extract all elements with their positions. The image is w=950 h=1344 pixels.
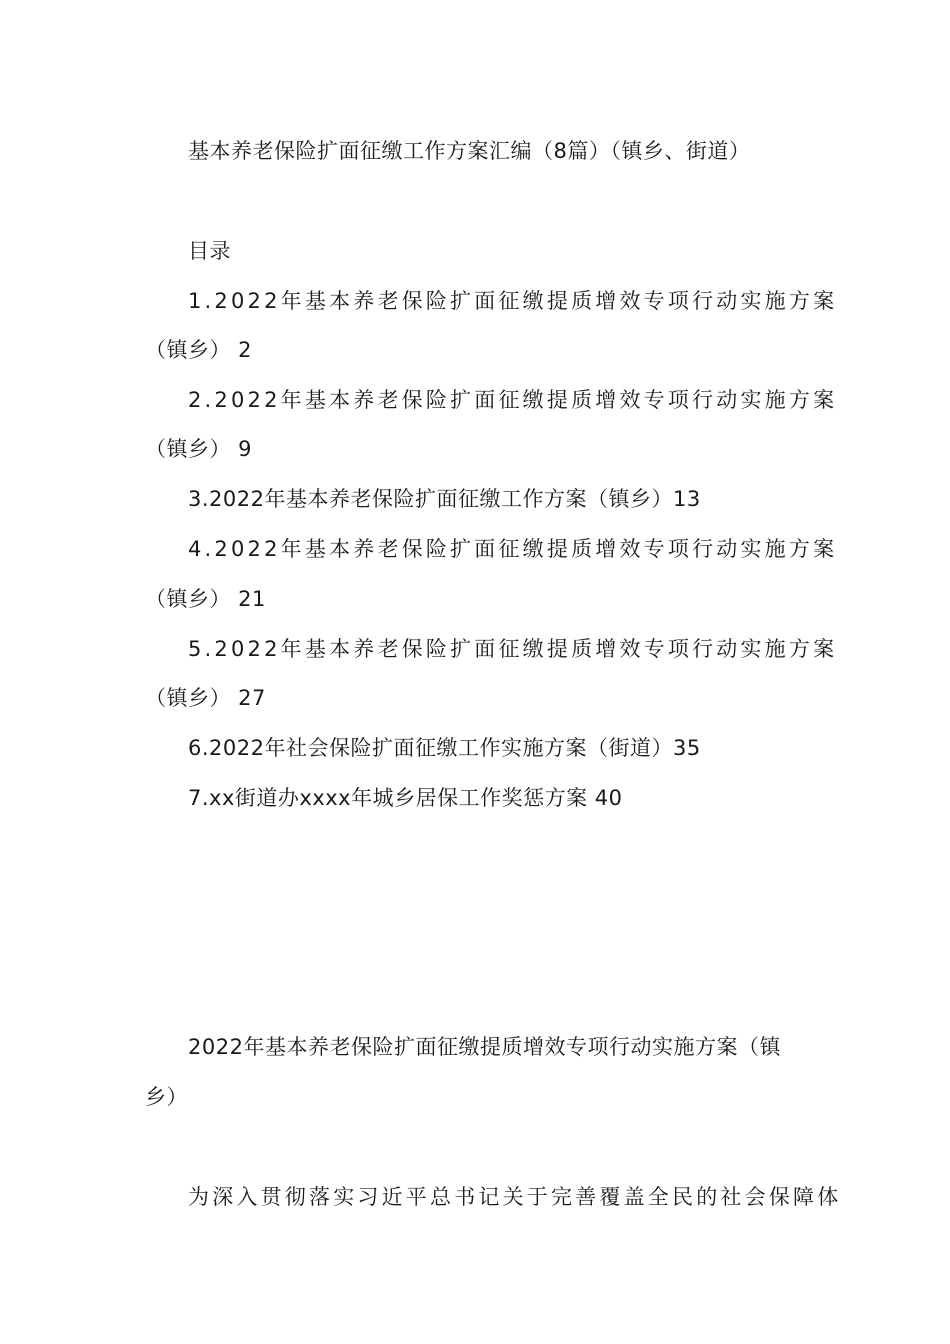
toc-heading: 目录 xyxy=(188,239,231,263)
section-title-continuation: 乡） xyxy=(145,1085,188,1109)
toc-item-2-page[interactable]: （镇乡） 9 xyxy=(145,437,253,461)
toc-item-6[interactable]: 6.2022年社会保险扩面征缴工作实施方案（街道）35 xyxy=(188,736,701,760)
body-paragraph: 为深入贯彻落实习近平总书记关于完善覆盖全民的社会保障体 xyxy=(188,1185,842,1209)
toc-item-4-page[interactable]: （镇乡） 21 xyxy=(145,587,266,611)
toc-item-1-page[interactable]: （镇乡） 2 xyxy=(145,338,253,362)
toc-item-7[interactable]: 7.xx街道办xxxx年城乡居保工作奖惩方案 40 xyxy=(188,786,623,810)
toc-item-5[interactable]: 5.2022年基本养老保险扩面征缴提质增效专项行动实施方案 xyxy=(188,637,838,661)
toc-item-2[interactable]: 2.2022年基本养老保险扩面征缴提质增效专项行动实施方案 xyxy=(188,388,838,412)
section-title: 2022年基本养老保险扩面征缴提质增效专项行动实施方案（镇 xyxy=(188,1035,781,1059)
toc-item-5-page[interactable]: （镇乡） 27 xyxy=(145,686,266,710)
toc-item-3[interactable]: 3.2022年基本养老保险扩面征缴工作方案（镇乡）13 xyxy=(188,487,701,511)
toc-item-1[interactable]: 1.2022年基本养老保险扩面征缴提质增效专项行动实施方案 xyxy=(188,289,838,313)
toc-item-4[interactable]: 4.2022年基本养老保险扩面征缴提质增效专项行动实施方案 xyxy=(188,537,838,561)
document-title: 基本养老保险扩面征缴工作方案汇编（8篇）（镇乡、街道） xyxy=(188,139,751,163)
